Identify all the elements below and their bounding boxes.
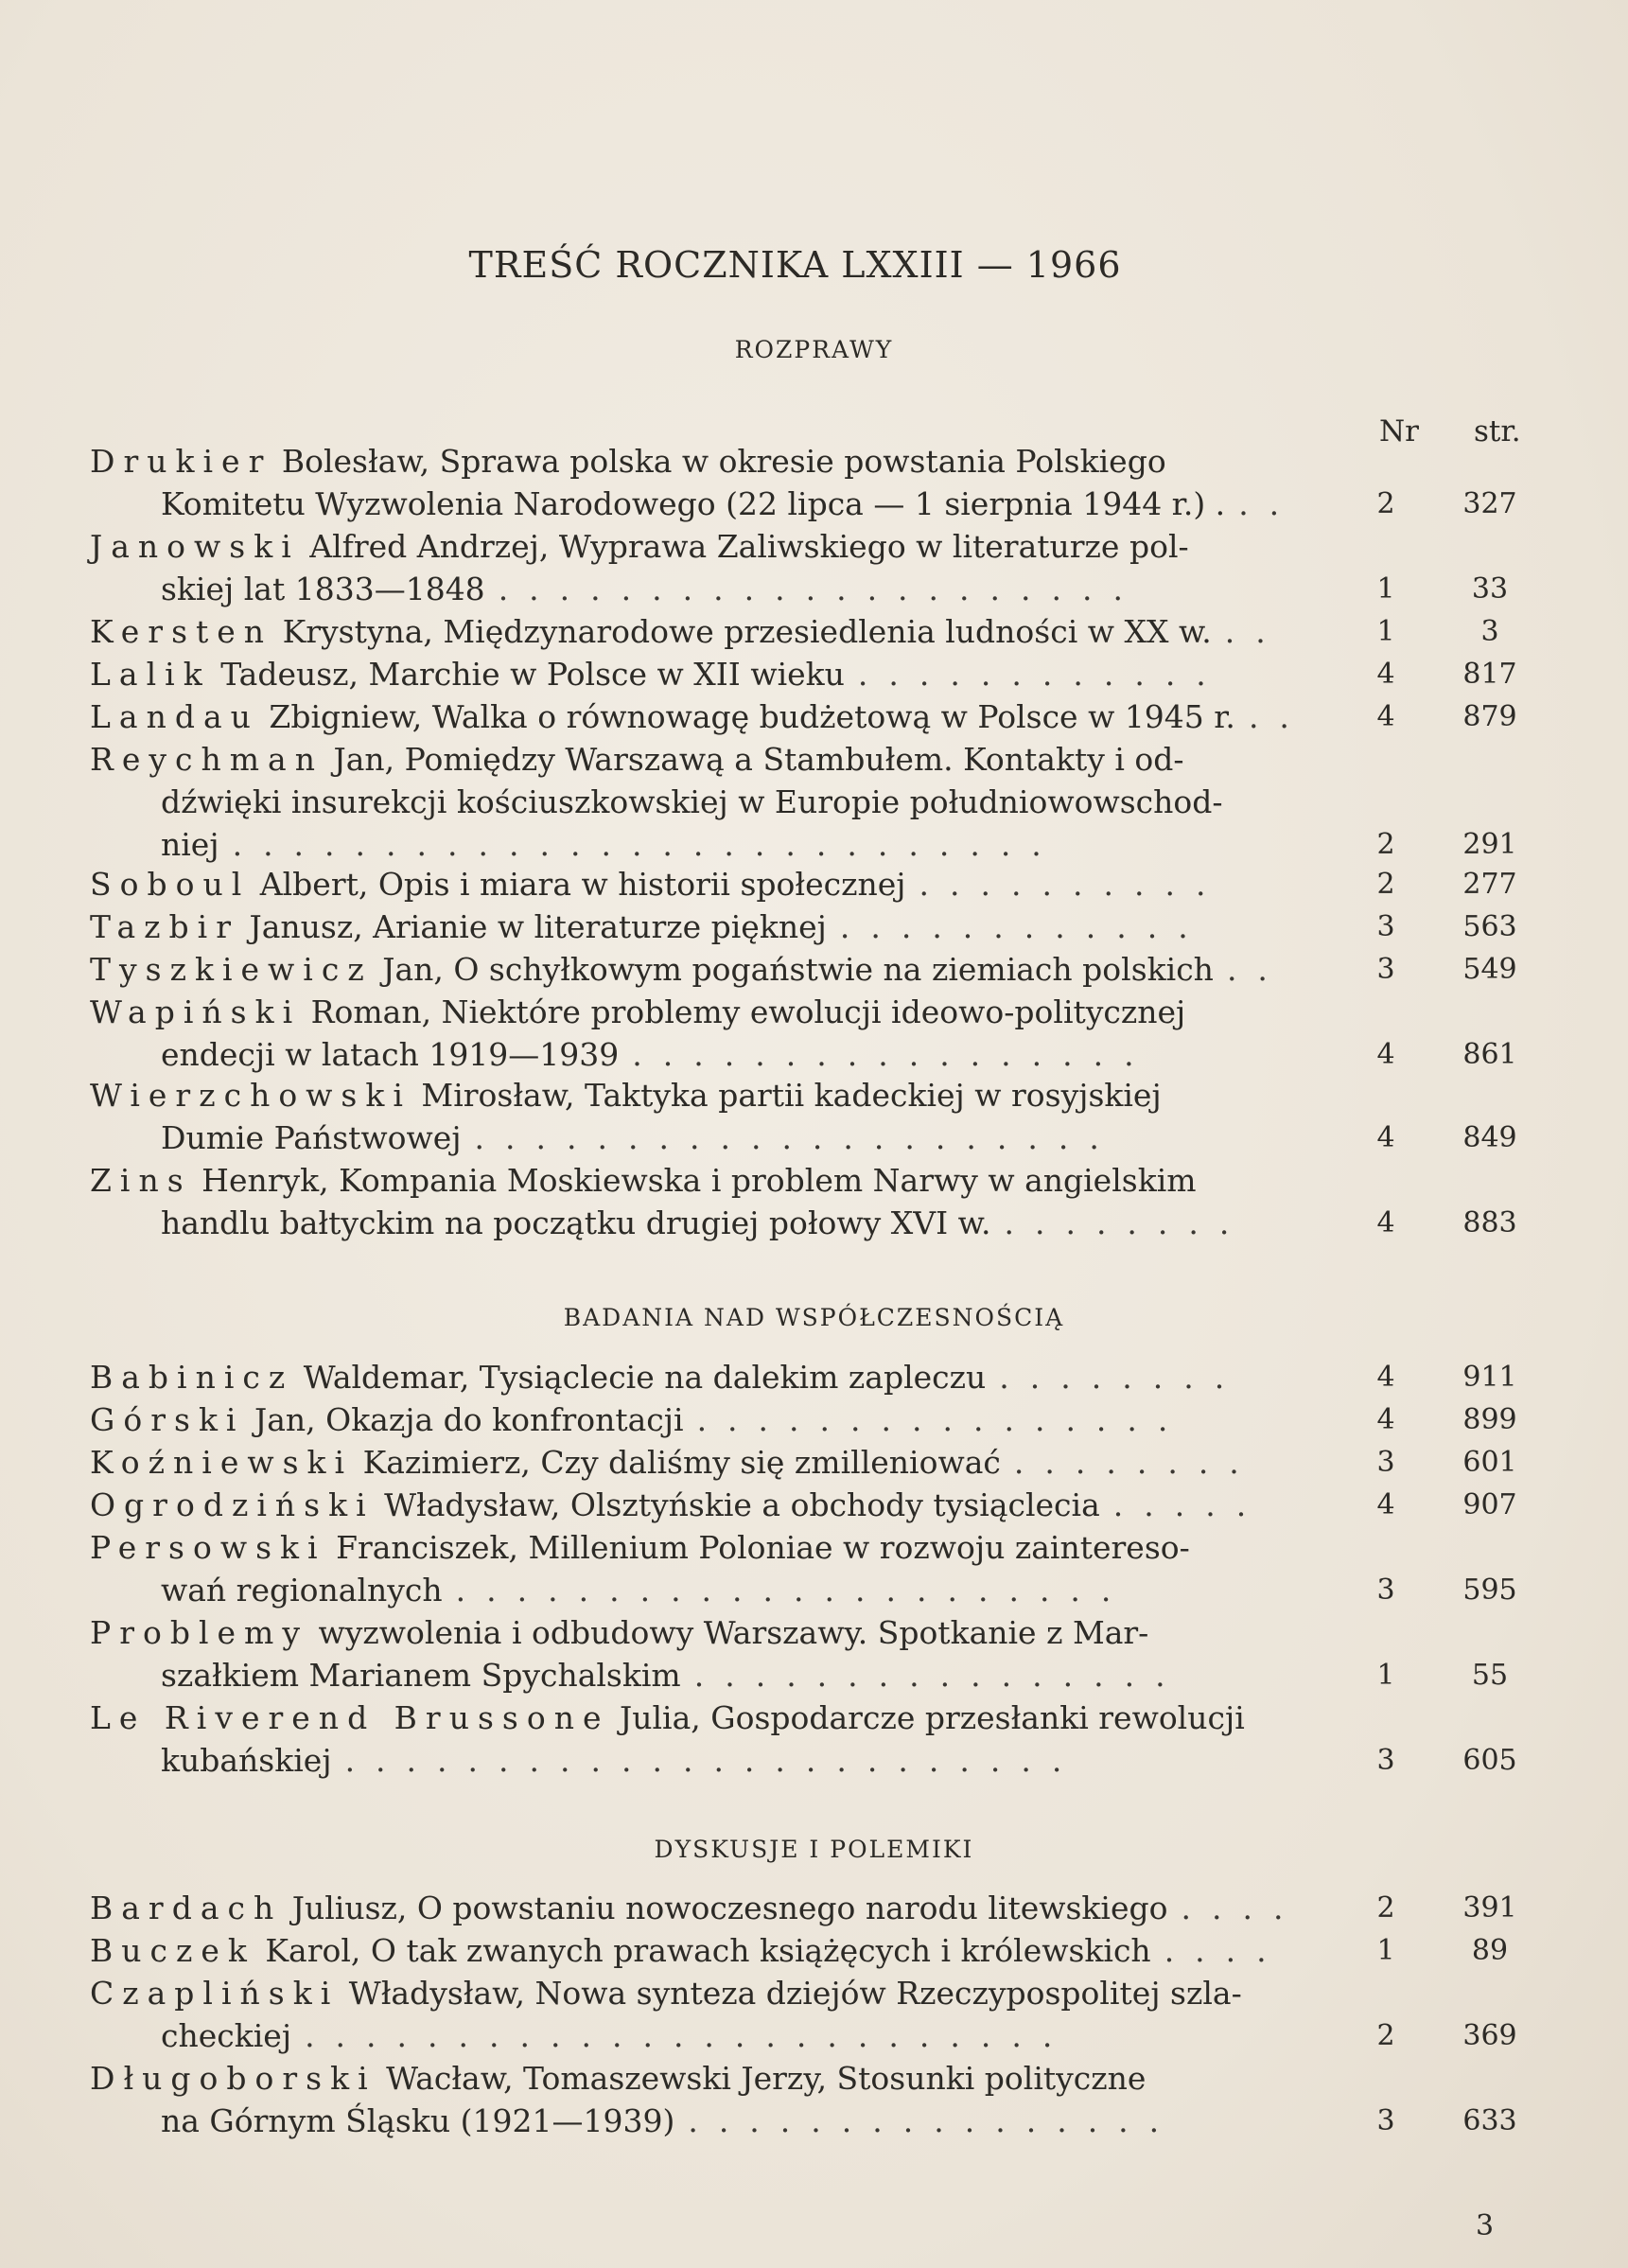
entry-text: Władysław, Olsztyńskie a obchody tysiąclecia	[384, 1486, 1100, 1523]
column-header-nr: Nr	[1379, 414, 1419, 448]
entry-text: endecji w latach 1919—1939	[161, 1036, 620, 1073]
entry-text: Juliusz, O powstaniu nowoczesnego narodu litewskiego	[291, 1890, 1168, 1926]
entry-issue-number: 1	[1376, 615, 1395, 648]
entry-author: Wierzchowski	[90, 1077, 411, 1114]
entry-issue-number: 3	[1376, 2104, 1395, 2137]
entry-line	[90, 948, 1566, 991]
leader-dots: ......................	[455, 1572, 1132, 1609]
entry-author: Reychman	[90, 741, 324, 778]
entry-page-number: 883	[1462, 1206, 1517, 1239]
entry-page-number: 369	[1462, 2019, 1517, 2052]
entry-author: Problemy	[90, 1614, 308, 1651]
entry-line	[90, 1159, 1566, 1202]
entry-page-number: 277	[1462, 868, 1517, 901]
entry-page-number: 879	[1462, 700, 1517, 733]
entry-issue-number: 1	[1376, 1934, 1395, 1967]
entry-text: kubańskiej	[161, 1742, 332, 1779]
entry-line	[90, 1569, 1566, 1611]
entry-line	[90, 610, 1566, 653]
toc-entry	[90, 948, 1566, 991]
entry-issue-number: 2	[1376, 1891, 1395, 1925]
leader-dots: ..	[1238, 485, 1301, 522]
entry-line	[90, 2014, 1566, 2057]
toc-entry	[90, 653, 1566, 695]
entry-author: Koźniewski	[90, 1444, 354, 1481]
entry-page-number: 605	[1462, 1744, 1517, 1777]
entry-line	[90, 525, 1566, 568]
entry-author: Lalik	[90, 656, 211, 693]
entry-page-number: 849	[1462, 1121, 1517, 1154]
entry-page-number: 291	[1462, 828, 1517, 861]
entry-text: Alfred Andrzej, Wyprawa Zaliwskiego w literaturze pol-	[309, 528, 1189, 565]
toc-entry	[90, 1159, 1566, 1244]
entry-page-number: 601	[1462, 1446, 1517, 1479]
toc-entry	[90, 1697, 1566, 1782]
entry-text: Albert, Opis i miara w historii społecznej	[259, 866, 906, 903]
section-heading-dyskusje: DYSKUSJE I POLEMIKI	[654, 1836, 974, 1863]
entry-text: Janusz, Arianie w literaturze pięknej	[249, 908, 827, 945]
entry-text: Franciszek, Millenium Poloniae w rozwoju zaintereso-	[336, 1529, 1190, 1566]
toc-entry	[90, 695, 1566, 738]
entry-author: Czapliński	[90, 1975, 340, 2012]
entry-text: Kazimierz, Czy daliśmy się zmilleniować	[362, 1444, 1001, 1481]
toc-entry	[90, 1526, 1566, 1611]
entry-issue-number: 4	[1376, 1121, 1395, 1154]
leader-dots: ............	[857, 656, 1227, 693]
toc-entry	[90, 525, 1566, 610]
leader-dots: ..........	[919, 866, 1227, 903]
page-number: 3	[1476, 2209, 1495, 2242]
entry-page-number: 595	[1462, 1574, 1517, 1607]
leader-dots: ........	[1004, 1204, 1251, 1241]
entry-author: Kersten	[90, 613, 273, 650]
entry-issue-number: 2	[1376, 2019, 1395, 2052]
entry-page-number: 327	[1462, 487, 1517, 520]
toc-entry	[90, 1356, 1566, 1398]
entry-text: dźwięki insurekcji kościuszkowskiej w Europie południowowschod-	[161, 783, 1223, 820]
entry-author: Babinicz	[90, 1359, 294, 1396]
toc-entry	[90, 738, 1566, 866]
entry-text: Komitetu Wyzwolenia Narodowego (22 lipca — 1 sierpnia 1944 r.) .	[161, 485, 1226, 522]
entry-issue-number: 3	[1376, 1574, 1395, 1607]
entry-issue-number: 4	[1376, 700, 1395, 733]
entry-author: Drukier	[90, 443, 272, 480]
entry-author: Soboul	[90, 866, 251, 903]
entry-line	[90, 1484, 1566, 1526]
entry-issue-number: 3	[1376, 910, 1395, 943]
entry-page-number: 911	[1462, 1361, 1517, 1394]
entry-author: Bardach	[90, 1890, 283, 1926]
entry-page-number: 89	[1471, 1934, 1509, 1967]
toc-entry	[90, 863, 1566, 905]
entry-line	[90, 1697, 1566, 1739]
entry-text: Tadeusz, Marchie w Polsce w XII wieku	[220, 656, 845, 693]
entry-line	[90, 1972, 1566, 2014]
entry-line	[90, 1074, 1566, 1116]
toc-entry	[90, 1887, 1566, 1929]
entry-text: Wacław, Tomaszewski Jerzy, Stosunki polityczne	[386, 2060, 1147, 2097]
entry-author: Długoborski	[90, 2060, 376, 2097]
entry-issue-number: 2	[1376, 828, 1395, 861]
toc-entry	[90, 1074, 1566, 1159]
entry-issue-number: 2	[1376, 868, 1395, 901]
toc-entry	[90, 1441, 1566, 1484]
leader-dots: ........	[999, 1359, 1246, 1396]
entry-issue-number: 3	[1376, 953, 1395, 986]
section-heading-badania: BADANIA NAD WSPÓŁCZESNOŚCIĄ	[563, 1304, 1065, 1331]
entry-text: Bolesław, Sprawa polska w okresie powstania Polskiego	[281, 443, 1166, 480]
toc-entry	[90, 2057, 1566, 2142]
entry-line	[90, 1526, 1566, 1569]
entry-text: checkiej	[161, 2017, 292, 2054]
entry-line	[90, 905, 1566, 948]
entry-author: Janowski	[90, 528, 300, 565]
entry-page-number: 907	[1462, 1488, 1517, 1521]
entry-text: Mirosław, Taktyka partii kadeckiej w rosyjskiej	[421, 1077, 1162, 1114]
entry-line	[90, 1654, 1566, 1697]
entry-page-number: 33	[1471, 572, 1509, 606]
entry-line	[90, 1441, 1566, 1484]
entry-line	[90, 568, 1566, 610]
leader-dots: ........................	[344, 1742, 1083, 1779]
leader-dots: ................	[696, 1401, 1189, 1438]
entry-author: Le Riverend Brussone	[90, 1699, 610, 1736]
entry-line	[90, 2057, 1566, 2100]
entry-text: Roman, Niektóre problemy ewolucji ideowo-politycznej	[310, 993, 1186, 1030]
toc-entry	[90, 1929, 1566, 1972]
entry-line	[90, 781, 1566, 823]
leader-dots: ................	[693, 1657, 1186, 1694]
entry-line	[90, 1739, 1566, 1782]
entry-author: Buczek	[90, 1932, 255, 1969]
entry-line	[90, 738, 1566, 781]
entry-text: skiej lat 1833—1848	[161, 571, 485, 607]
entry-issue-number: 1	[1376, 1659, 1395, 1692]
entry-page-number: 817	[1462, 658, 1517, 691]
entry-line	[90, 1611, 1566, 1654]
entry-line	[90, 1929, 1566, 1972]
entry-author: Wapiński	[90, 993, 302, 1030]
entry-text: Waldemar, Tysiąclecie na dalekim zapleczu	[303, 1359, 987, 1396]
entry-page-number: 549	[1462, 953, 1517, 986]
entry-line	[90, 1033, 1566, 1076]
entry-line	[90, 1398, 1566, 1441]
entry-author: Zins	[90, 1162, 192, 1199]
entry-text: niej	[161, 826, 219, 863]
entry-text: Julia, Gospodarcze przesłanki rewolucji	[619, 1699, 1245, 1736]
toc-entry	[90, 610, 1566, 653]
entry-page-number: 391	[1462, 1891, 1517, 1925]
leader-dots: ........	[1013, 1444, 1260, 1481]
entry-page-number: 633	[1462, 2104, 1517, 2137]
entry-issue-number: 1	[1376, 572, 1395, 606]
entry-line	[90, 1202, 1566, 1244]
entry-text: wyzwolenia i odbudowy Warszawy. Spotkanie z Mar-	[318, 1614, 1149, 1651]
entry-text: Jan, O schyłkowym pogaństwie na ziemiach polskich	[382, 951, 1214, 988]
leader-dots: ...........................	[232, 826, 1062, 863]
entry-line	[90, 823, 1566, 866]
entry-issue-number: 4	[1376, 1206, 1395, 1239]
entry-line	[90, 1356, 1566, 1398]
toc-entry	[90, 1398, 1566, 1441]
entry-line	[90, 440, 1566, 483]
leader-dots: .....	[1112, 1486, 1268, 1523]
entry-text: Jan, Okazja do konfrontacji	[254, 1401, 684, 1438]
entry-page-number: 563	[1462, 910, 1517, 943]
toc-entry	[90, 991, 1566, 1076]
entry-issue-number: 4	[1376, 1038, 1395, 1071]
entry-text: Jan, Pomiędzy Warszawą a Stambułem. Kontakty i od-	[333, 741, 1184, 778]
leader-dots: ................	[688, 2102, 1181, 2139]
entry-issue-number: 3	[1376, 1744, 1395, 1777]
entry-text: Władysław, Nowa synteza dziejów Rzeczypospolitej szla-	[348, 1975, 1242, 2012]
leader-dots: ..	[1224, 613, 1287, 650]
entry-text: Karol, O tak zwanych prawach książęcych i królewskich	[265, 1932, 1151, 1969]
entry-text: Henryk, Kompania Moskiewska i problem Narwy w angielskim	[201, 1162, 1197, 1199]
toc-entry	[90, 1611, 1566, 1697]
page-title: TREŚĆ ROCZNIKA LXXIII — 1966	[468, 244, 1122, 286]
leader-dots: ..	[1226, 951, 1288, 988]
entry-author: Persowski	[90, 1529, 326, 1566]
entry-line	[90, 695, 1566, 738]
entry-issue-number: 4	[1376, 1488, 1395, 1521]
entry-text: handlu bałtyckim na początku drugiej połowy XVI w.	[161, 1204, 991, 1241]
column-header-page: str.	[1474, 414, 1521, 448]
entry-line	[90, 991, 1566, 1033]
toc-entry	[90, 905, 1566, 948]
entry-author: Ogrodziński	[90, 1486, 375, 1523]
toc-entry	[90, 1972, 1566, 2057]
entry-author: Tyszkiewicz	[90, 951, 373, 988]
leader-dots: ............	[839, 908, 1209, 945]
entry-line	[90, 653, 1566, 695]
entry-issue-number: 3	[1376, 1446, 1395, 1479]
toc-entry	[90, 440, 1566, 525]
entry-line	[90, 2100, 1566, 2142]
entry-text: Zbigniew, Walka o równowagę budżetową w Polsce w 1945 r.	[269, 698, 1235, 735]
entry-text: na Górnym Śląsku (1921—1939)	[161, 2102, 675, 2139]
entry-text: Krystyna, Międzynarodowe przesiedlenia ludności w XX w.	[282, 613, 1212, 650]
entry-line	[90, 1887, 1566, 1929]
leader-dots: .....................	[474, 1119, 1120, 1156]
entry-issue-number: 4	[1376, 658, 1395, 691]
entry-page-number: 899	[1462, 1403, 1517, 1436]
entry-page-number: 55	[1471, 1659, 1509, 1692]
entry-author: Tazbir	[90, 908, 239, 945]
entry-page-number: 861	[1462, 1038, 1517, 1071]
leader-dots: .................	[632, 1036, 1155, 1073]
entry-issue-number: 2	[1376, 487, 1395, 520]
entry-page-number: 3	[1480, 615, 1499, 648]
entry-line	[90, 483, 1566, 525]
toc-entry	[90, 1484, 1566, 1526]
entry-text: wań regionalnych	[161, 1572, 443, 1609]
leader-dots: .....................	[498, 571, 1144, 607]
entry-text: Dumie Państwowej	[161, 1119, 462, 1156]
entry-author: Górski	[90, 1401, 245, 1438]
leader-dots: ..	[1248, 698, 1310, 735]
leader-dots: .........................	[305, 2017, 1074, 2054]
entry-issue-number: 4	[1376, 1361, 1395, 1394]
entry-text: szałkiem Marianem Spychalskim	[161, 1657, 681, 1694]
entry-author: Landau	[90, 698, 259, 735]
entry-line	[90, 863, 1566, 905]
leader-dots: ....	[1164, 1932, 1287, 1969]
entry-issue-number: 4	[1376, 1403, 1395, 1436]
entry-line	[90, 1116, 1566, 1159]
section-heading-rozprawy: ROZPRAWY	[734, 336, 894, 363]
leader-dots: ....	[1181, 1890, 1304, 1926]
